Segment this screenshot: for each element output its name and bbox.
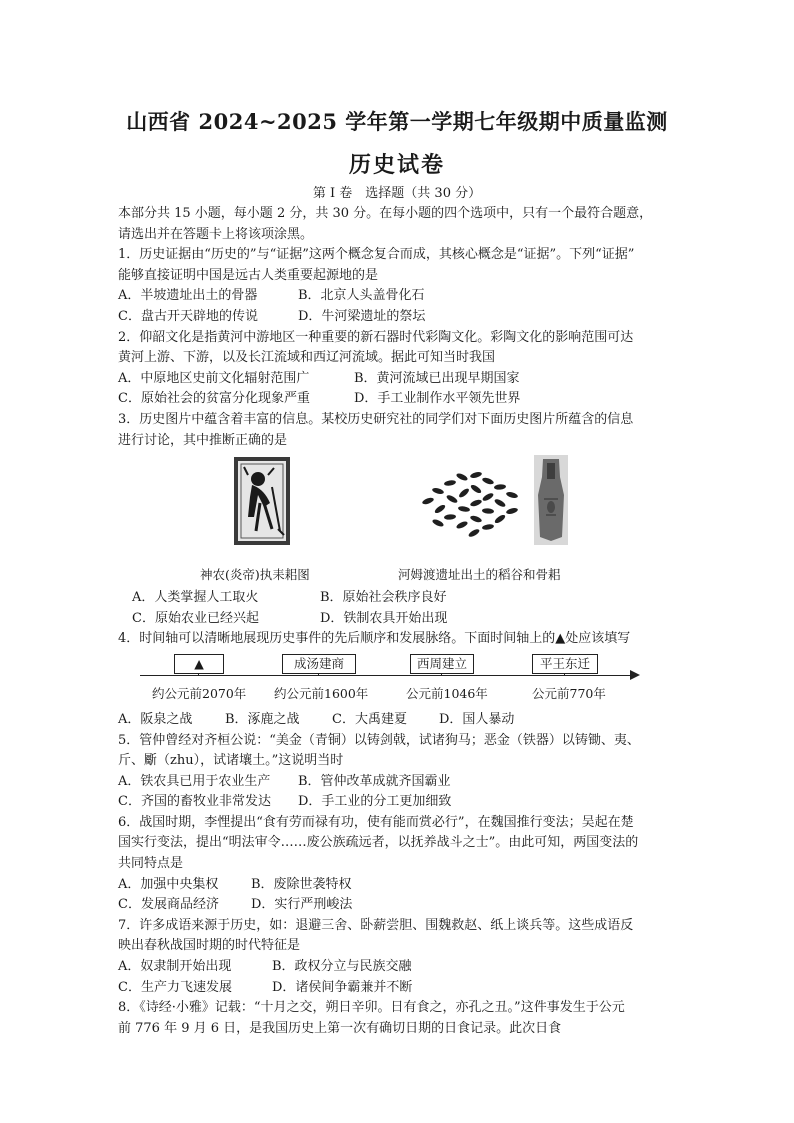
question-2-options (118, 389, 678, 410)
question-1-stem: 1．历史证据由“历史的”与“证据”这两个概念复合而成，其核心概念是“证据”。下列“证据” (118, 247, 635, 263)
question-7-options (118, 957, 678, 978)
option-a: A．加强中央集权 (118, 876, 219, 892)
question-8-stem: 8．《诗经·小雅》记载：“十月之交，朔日辛卯。日有食之，亦孔之丑。”这件事发生于公元 (118, 1000, 625, 1016)
option-d: D．诸侯间争霸兼并不断 (272, 979, 413, 995)
timeline-tick (441, 673, 442, 676)
option-c: C．生产力飞速发展 (118, 979, 232, 995)
option-a: A．人类掌握人工取火 (132, 590, 259, 606)
question-2-stem: 黄河上游、下游，以及长江流域和西辽河流域。据此可知当时我国 (118, 350, 496, 366)
option-a: A．奴隶制开始出现 (118, 959, 232, 975)
questions-body (118, 204, 678, 1039)
timeline-event-box: 平王东迁 (532, 654, 598, 674)
option-c: C．原始社会的贫富分化现象严重 (118, 391, 310, 407)
question-5-stem: 5．管仲曾经对齐桓公说：“美金（青铜）以铸剑戟，试诸狗马；恶金（铁器）以铸锄、夷、 (118, 732, 640, 748)
option-c: C．齐国的畜牧业非常发达 (118, 794, 271, 810)
timeline-tick (564, 673, 565, 676)
timeline-date: 公元前1046年 (406, 685, 488, 701)
question-5-options (118, 772, 678, 793)
question-1-stem: 能够直接证明中国是远古人类重要起源地的是 (118, 267, 379, 283)
question-6-stem: 国实行变法，提出“明法审令……废公族疏远者，以抚养战斗之士”。由此可知，两国变法的 (118, 835, 639, 851)
timeline-event-box: 西周建立 (410, 654, 474, 674)
option-c: C．大禹建夏 (332, 711, 407, 727)
question-8-stem: 前 776 年 9 月 6 日，是我国历史上第一次有确切日期的日食记录。此次日食 (118, 1020, 562, 1036)
timeline-date: 约公元前1600年 (274, 685, 369, 701)
timeline-event-box: 成汤建商 (282, 654, 356, 674)
option-b: B．政权分立与民族交融 (272, 959, 412, 975)
timeline-event-box: ▲ (174, 654, 224, 674)
option-d: D．国人暴动 (439, 711, 515, 727)
shennong-image (234, 457, 290, 545)
timeline-tick (198, 673, 199, 676)
timeline-date: 公元前770年 (532, 685, 606, 701)
question-4-stem: 4．时间轴可以清晰地展现历史事件的先后顺序和发展脉络。下面时间轴上的▲处应该填写 (118, 631, 631, 647)
option-d: D．牛河梁遗址的祭坛 (298, 308, 426, 324)
option-d: D．手工业的分工更加细致 (298, 794, 452, 810)
timeline-date: 约公元前2070年 (152, 685, 247, 701)
question-6-stem: 6．战国时期，李悝提出“食有劳而禄有功，使有能而赏必行”，在魏国推行变法；吴起在楚 (118, 814, 634, 830)
option-a: A．铁农具已用于农业生产 (118, 773, 271, 789)
option-d: D．手工业制作水平领先世界 (354, 391, 521, 407)
timeline-axis (140, 675, 634, 676)
bone-spade-image (534, 455, 568, 545)
section-heading: 第 I 卷 选择题（共 30 分） (312, 186, 482, 201)
option-b: B．北京人头盖骨化石 (298, 288, 425, 304)
rice-grains-image (418, 465, 524, 541)
question-1-options (118, 307, 678, 328)
option-b: B．管仲改革成就齐国霸业 (298, 773, 451, 789)
option-b: B．涿鹿之战 (225, 711, 300, 727)
question-7-stem: 映出春秋战国时期的时代特征是 (118, 938, 301, 954)
question-1-options (118, 286, 678, 307)
question-2-options (118, 369, 678, 390)
question-3-figures (118, 451, 678, 588)
question-7-stem: 7．许多成语来源于历史，如：退避三舍、卧薪尝胆、围魏救赵、纸上谈兵等。这些成语反 (118, 917, 634, 933)
question-3-options (118, 609, 678, 630)
instructions-line: 本部分共 15 小题，每小题 2 分，共 30 分。在每小题的四个选项中，只有一个最符合题意， (118, 206, 653, 221)
question-3-stem: 进行讨论，其中推断正确的是 (118, 432, 288, 448)
question-4-timeline (118, 654, 678, 710)
option-b: B．原始社会秩序良好 (320, 590, 447, 606)
timeline-tick (318, 673, 319, 676)
question-4-options (118, 710, 678, 731)
option-b: B．废除世袭特权 (251, 876, 352, 892)
option-d: D．实行严刑峻法 (251, 897, 353, 913)
option-a: A．半坡遗址出土的骨器 (118, 288, 258, 304)
question-5-stem: 斤、斸（zhu），试诸壤土。”这说明当时 (118, 753, 344, 769)
question-6-options (118, 895, 678, 916)
figure-caption-shennong: 神农(炎帝)执耒耜图 (200, 567, 310, 583)
question-3-options (118, 588, 678, 609)
question-6-stem: 共同特点是 (118, 856, 184, 872)
option-a: A．中原地区史前文化辐射范围广 (118, 370, 310, 386)
option-c: C．盘古开天辟地的传说 (118, 308, 258, 324)
option-d: D．铁制农具开始出现 (320, 610, 448, 626)
question-3-stem: 3．历史图片中蕴含着丰富的信息。某校历史研究社的同学们对下面历史图片所蕴含的信息 (118, 411, 634, 427)
question-2-stem: 2．仰韶文化是指黄河中游地区一种重要的新石器时代彩陶文化。彩陶文化的影响范围可达 (118, 329, 634, 345)
option-c: C．原始农业已经兴起 (132, 610, 259, 626)
option-c: C．发展商品经济 (118, 897, 219, 913)
question-5-options (118, 792, 678, 813)
exam-subject: 历史试卷 (348, 152, 445, 178)
option-b: B．黄河流域已出现早期国家 (354, 370, 520, 386)
figure-caption-hemudu: 河姆渡遗址出土的稻谷和骨耜 (398, 567, 561, 583)
exam-title: 山西省 2024~2025 学年第一学期七年级期中质量监测 (126, 109, 668, 134)
question-7-options (118, 978, 678, 999)
question-6-options (118, 875, 678, 896)
option-a: A．阪泉之战 (118, 711, 193, 727)
instructions-line: 请选出并在答题卡上将该项涂黑。 (118, 226, 314, 242)
timeline-arrow-icon (630, 670, 640, 680)
